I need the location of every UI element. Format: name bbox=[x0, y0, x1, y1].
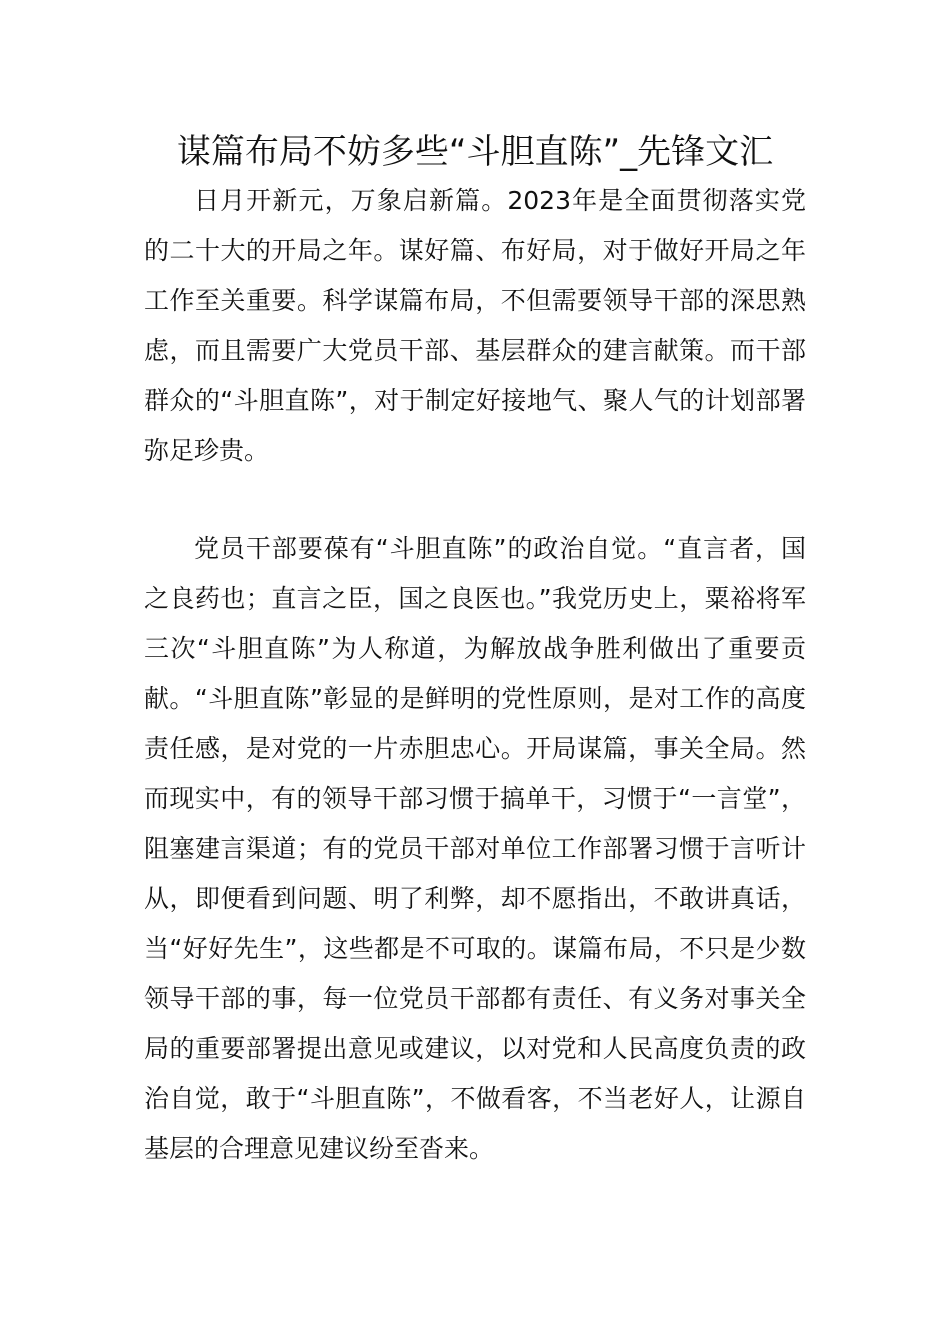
paragraph-1: 日月开新元，万象启新篇。2023年是全面贯彻落实党的二十大的开局之年。谋好篇、布好局，对于做好开局之年工作至关重要。科学谋篇布局，不但需要领导干部的深思熟虑，而且需要广大党员干部、基层群众的建言献策。而干部群众的“斗胆直陈”，对于制定好接地气、聚人气的计划部署弥足珍贵。 bbox=[144, 186, 806, 465]
paragraph-2: 党员干部要葆有“斗胆直陈”的政治自觉。“直言者，国之良药也；直言之臣，国之良医也。”我党历史上，粟裕将军三次“斗胆直陈”为人称道，为解放战争胜利做出了重要贡献。“斗胆直陈”彰显的是鲜明的党性原则，是对工作的高度责任感，是对党的一片赤胆忠心。开局谋篇，事关全局。然而现实中，有的领导干部习惯于搞单干，习惯于“一言堂”，阻塞建言渠道；有的党员干部对单位工作部署习惯于言听计从，即便看到问题、明了利弊，却不愿指出，不敢讲真话，当“好好先生”，这些都是不可取的。谋篇布局，不只是少数领导干部的事，每一位党员干部都有责任、有义务对事关全局的重要部署提出意见或建议，以对党和人民高度负责的政治自觉，敢于“斗胆直陈”，不做看客，不当老好人，让源自基层的合理意见建议纷至沓来。 bbox=[144, 534, 806, 1163]
document-title: 谋篇布局不妨多些“斗胆直陈”_先锋文汇 bbox=[176, 132, 774, 172]
